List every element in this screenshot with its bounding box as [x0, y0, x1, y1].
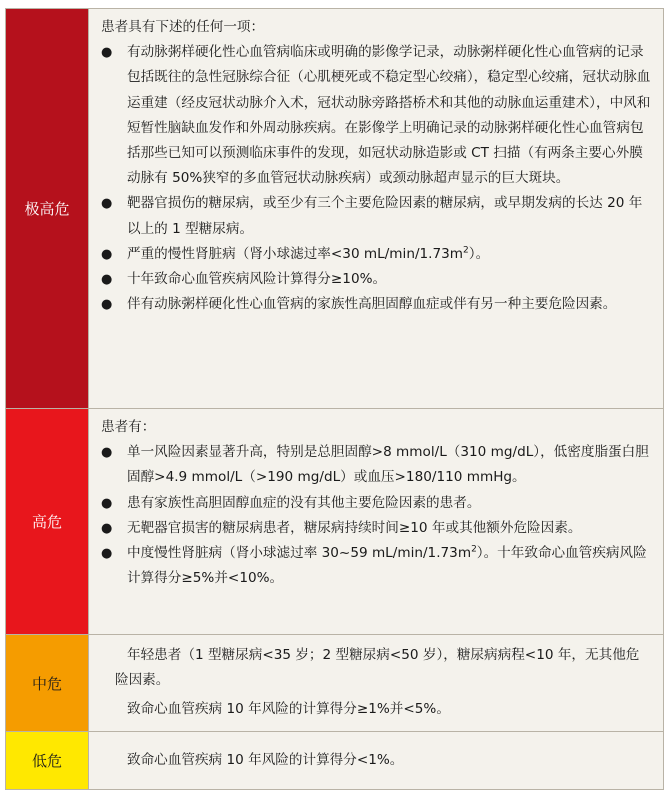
list-item: ● 有动脉粥样硬化性心血管病临床或明确的影像学记录，动脉粥样硬化性心血管病的记录包括既往的急性冠脉综合征（心肌梗死或不稳定型心绞痛），稳定型心绞痛，冠状动脉血运重建（经皮冠状动脉介入术，冠状动脉旁路搭桥术和其他的动脉血运重建术），中风和短暂性脑缺血发作和外周动脉疾病。在影像学上明确记录的动脉粥样硬化性心血管病包括那些已知可以预测临床事件的发现，如冠状动脉造影或 CT 扫描（有两条主要心外膜动脉有 50%狭窄的多血管冠状动脉疾病）或颈动脉超声显示的巨大斑块。	[101, 40, 651, 191]
list-item: ● 靶器官损伤的糖尿病，或至少有三个主要危险因素的糖尿病，或早期发病的长达 20 年以上的 1 型糖尿病。	[101, 191, 651, 241]
bullet-icon: ●	[101, 272, 113, 288]
risk-row-high	[6, 409, 663, 635]
risk-row-low	[6, 732, 663, 789]
paragraph: 年轻患者（1 型糖尿病<35 岁；2 型糖尿病<50 岁），糖尿病病程<10 年，无其他危险因素。	[115, 647, 640, 689]
bullet-icon: ●	[101, 45, 113, 61]
risk-label-high: 高危	[6, 409, 89, 634]
risk-content-low	[89, 732, 663, 789]
bullet-icon: ●	[101, 196, 113, 212]
bullet-icon: ●	[101, 297, 113, 313]
list-item: ● 严重的慢性肾脏病（肾小球滤过率<30 $mL/\min/1.73m^2$）。	[101, 242, 651, 267]
intro-text: 患者具有下述的任何一项：	[101, 19, 265, 35]
bullet-icon: ●	[101, 246, 113, 262]
list-item: ● 中度慢性肾脏病（肾小球滤过率 30~59 $mL/\min/1.73m^2$）。十年致命心血管疾病风险计算得分≥5%并<10%。	[101, 541, 651, 591]
risk-label-medium: 中危	[6, 635, 89, 731]
bullet-icon: ●	[101, 445, 113, 461]
paragraph: 致命心血管疾病 10 年风险的计算得分<1%。	[127, 751, 404, 768]
bullet-icon: ●	[101, 520, 113, 536]
intro-text: 患者有：	[101, 419, 156, 435]
list-item: ● 十年致命心血管疾病风险计算得分≥10%。	[101, 267, 651, 292]
list-item: ● 患有家族性高胆固醇血症的没有其他主要危险因素的患者。	[101, 491, 651, 516]
risk-row-very-high	[6, 9, 663, 409]
risk-content-high	[89, 409, 663, 634]
risk-label-very-high: 极高危	[6, 9, 89, 408]
paragraph: 致命心血管疾病 10 年风险的计算得分≥1%并<5%。	[127, 701, 450, 718]
list-item: ● 单一风险因素显著升高，特别是总胆固醇>8 mmol/L（310 mg/dL），低密度脂蛋白胆固醇>4.9 mmol/L（>190 mg/dL）或血压>180/110 mmHg。	[101, 440, 651, 490]
risk-row-medium	[6, 635, 663, 732]
bullet-icon: ●	[101, 495, 113, 511]
risk-label-low: 低危	[6, 732, 89, 789]
bullet-icon: ●	[101, 546, 113, 562]
list-item: ● 无靶器官损害的糖尿病患者，糖尿病持续时间≥10 年或其他额外危险因素。	[101, 516, 651, 541]
list-item: ● 伴有动脉粥样硬化性心血管病的家族性高胆固醇血症或伴有另一种主要危险因素。	[101, 292, 651, 317]
risk-content-very-high	[89, 9, 663, 408]
risk-content-medium	[89, 635, 663, 731]
risk-table	[5, 8, 664, 790]
